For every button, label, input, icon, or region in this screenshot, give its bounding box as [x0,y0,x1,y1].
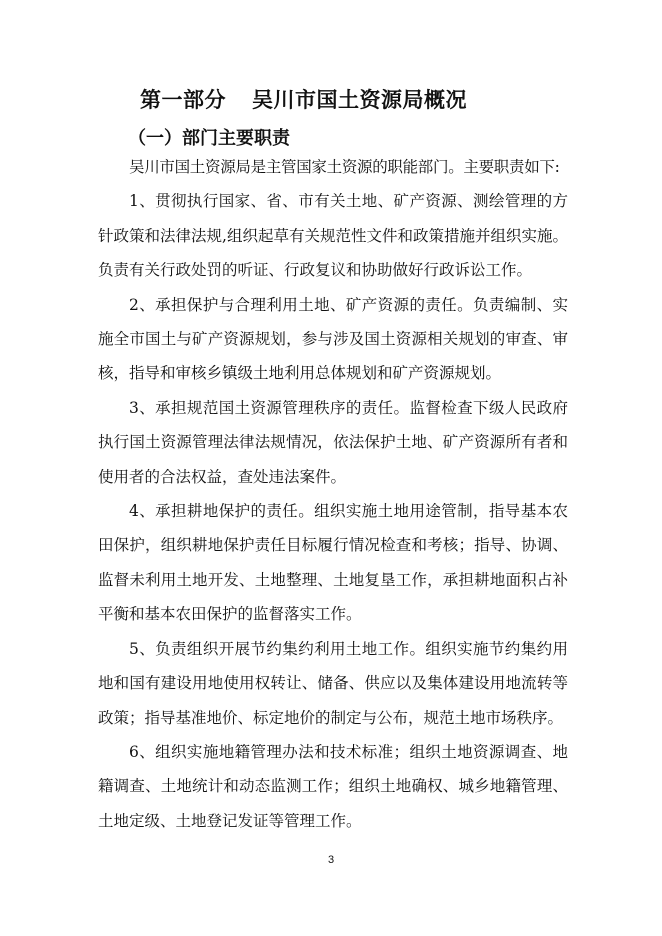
duty-item-1: 1、贯彻执行国家、省、市有关土地、矿产资源、测绘管理的方针政策和法律法规,组织起草有关规范性文件和政策措施并组织实施。负责有关行政处罚的听证、行政复议和协助做好行政诉讼工作。 [98,192,568,280]
duty-item-4: 4、承担耕地保护的责任。组织实施土地用途管制，指导基本农田保护，组织耕地保护责任目标履行情况检查和考核；指导、协调、监督未利用土地开发、土地整理、土地复垦工作，承担耕地面积占补平衡和基本农田保护的监督落实工作。 [98,502,568,624]
duty-item-3: 3、承担规范国土资源管理秩序的责任。监督检查下级人民政府执行国土资源管理法律法规情况，依法保护土地、矿产资源所有者和使用者的合法权益，查处违法案件。 [98,398,568,486]
duty-item-6: 6、组织实施地籍管理办法和技术标准；组织土地资源调查、地籍调查、土地统计和动态监测工作；组织土地确权、城乡地籍管理、土地定级、土地登记发证等管理工作。 [98,742,568,830]
intro-paragraph: 吴川市国土资源局是主管国家土资源的职能部门。主要职责如下: [129,158,560,176]
part-title [140,84,467,114]
part-label: 第一部分 [140,88,226,112]
part-name: 吴川市国土资源局概况 [252,88,467,112]
section-title: （一）部门主要职责 [128,128,290,149]
duty-item-2: 2、承担保护与合理利用土地、矿产资源的责任。负责编制、实施全市国土与矿产资源规划，参与涉及国土资源相关规划的审查、审核，指导和审核乡镇级土地利用总体规划和矿产资源规划。 [98,295,568,383]
document-body [98,150,568,838]
duty-item-5: 5、负责组织开展节约集约利用土地工作。组织实施节约集约用地和国有建设用地使用权转让、储备、供应以及集体建设用地流转等政策；指导基准地价、标定地价的制定与公布，规范土地市场秩序。 [98,639,568,727]
page-number: 3 [327,854,335,866]
